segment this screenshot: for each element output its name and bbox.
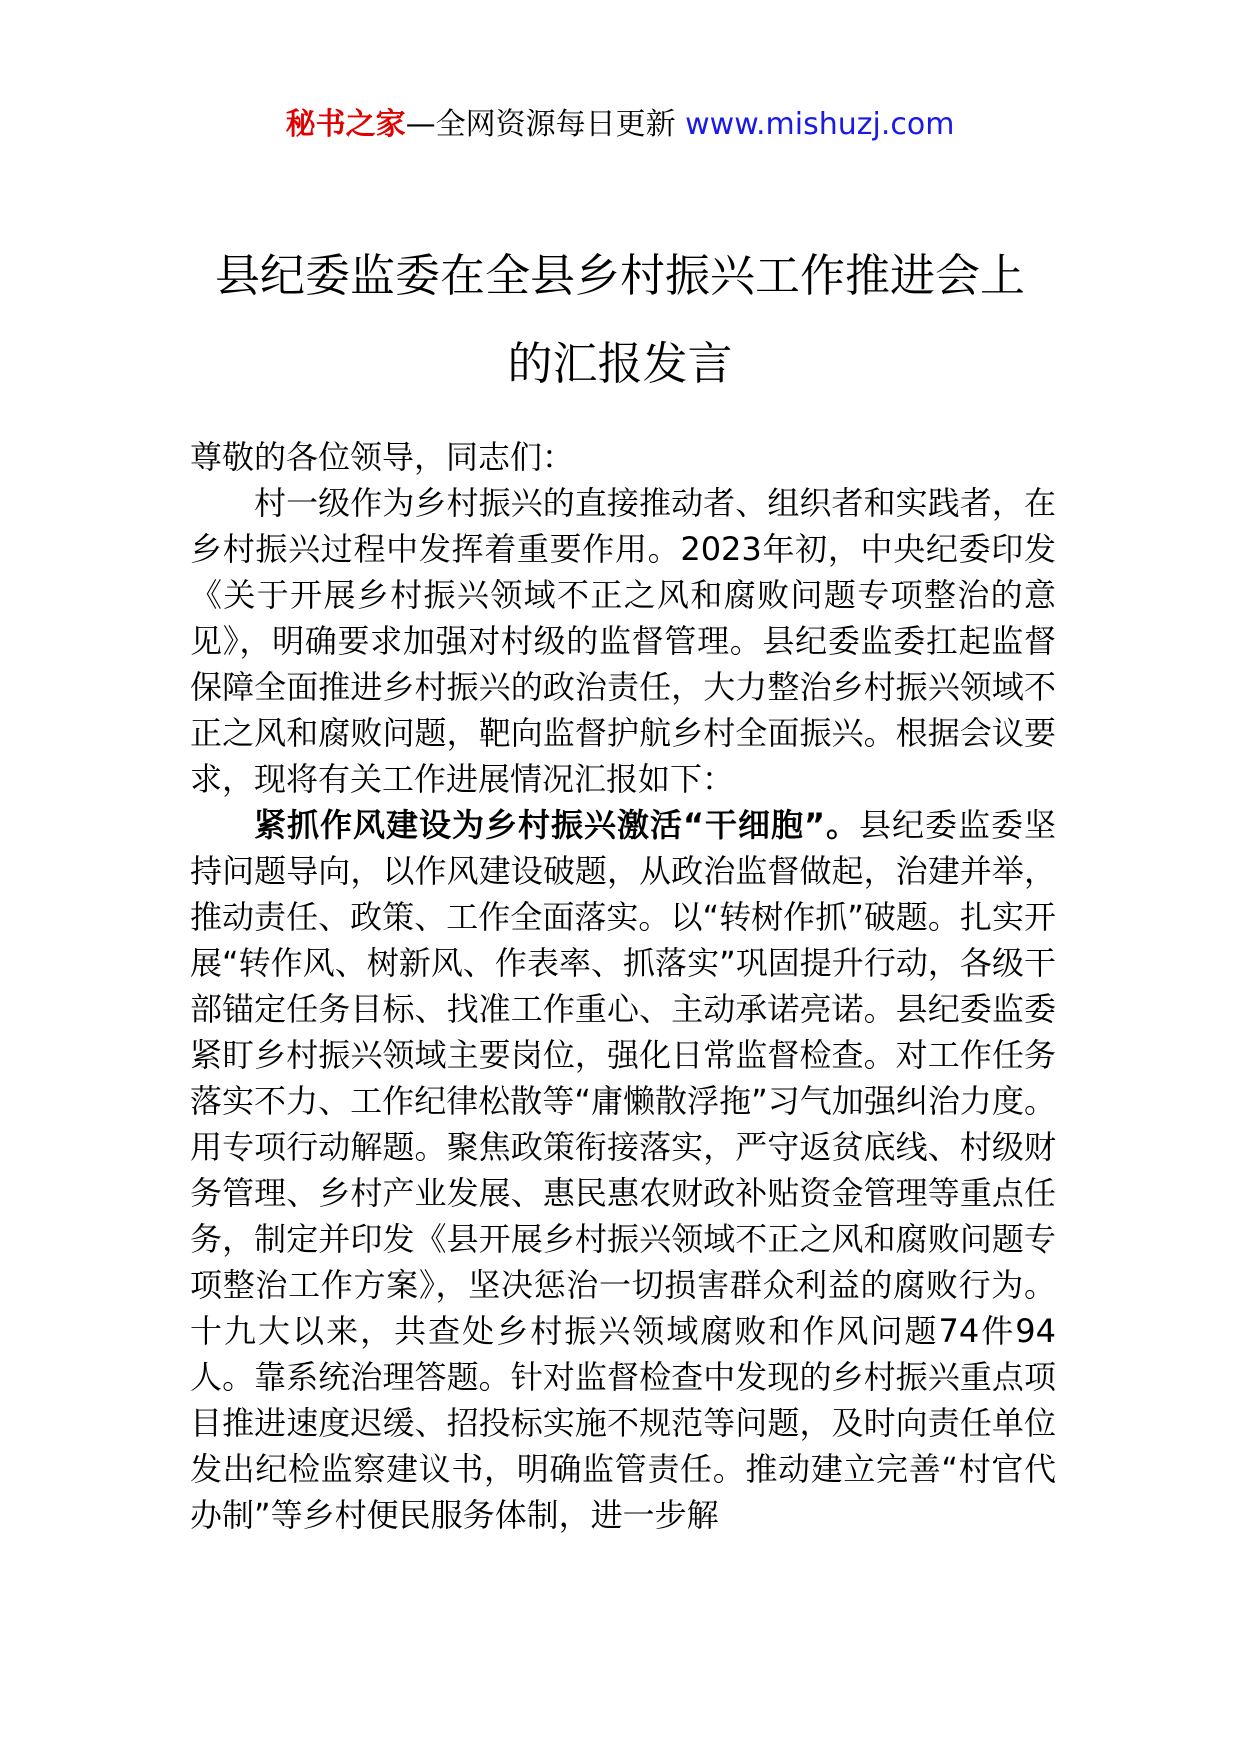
salutation: 尊敬的各位领导，同志们： bbox=[190, 438, 575, 476]
site-url-link[interactable]: www.mishuzj.com bbox=[685, 107, 955, 142]
title-line-1: 县纪委监委在全县乡村振兴工作推进会上 bbox=[214, 249, 1025, 302]
title-line-2: 的汇报发言 bbox=[507, 337, 733, 390]
intro-paragraph: 村一级作为乡村振兴的直接推动者、组织者和实践者，在乡村振兴过程中发挥着重要作用。2023年初，中央纪委印发《关于开展乡村振兴领域不正之风和腐败问题专项整治的意见》，明确要求加强对村级的监督管理。县纪委监委扛起监督保障全面推进乡村振兴的政治责任，大力整治乡村振兴领域不正之风和腐败问题，靶向监督护航乡村全面振兴。根据会议要求，现将有关工作进展情况汇报如下： bbox=[190, 484, 1056, 798]
site-brand: 秘书之家 bbox=[285, 107, 406, 142]
document-title bbox=[150, 232, 1090, 408]
section-1-body: 县纪委监委坚持问题导向，以作风建设破题，从政治监督做起，治建并举，推动责任、政策、工作全面落实。以“转树作抓”破题。扎实开展“转作风、树新风、作表率、抓落实”巩固提升行动，各级干部锚定任务目标、找准工作重心、主动承诺亮诺。县纪委监委紧盯乡村振兴领域主要岗位，强化日常监督检查。对工作任务落实不力、工作纪律松散等“庸懒散浮拖”习气加强纠治力度。用专项行动解题。聚焦政策衔接落实，严守返贫底线、村级财务管理、乡村产业发展、惠民惠农财政补贴资金管理等重点任务，制定并印发《县开展乡村振兴领域不正之风和腐败问题专项整治工作方案》，坚决惩治一切损害群众利益的腐败行为。十九大以来，共查处乡村振兴领域腐败和作风问题74件94人。靠系统治理答题。针对监督检查中发现的乡村振兴重点项目推进速度迟缓、招投标实施不规范等问题，及时向责任单位发出纪检监察建议书，明确监管责任。推动建立完善“村官代办制”等乡村便民服务体制，进一步解 bbox=[190, 806, 1056, 1534]
site-tagline: —全网资源每日更新 bbox=[405, 107, 686, 142]
site-header bbox=[0, 100, 1240, 150]
section-1-heading: 紧抓作风建设为乡村振兴激活“干细胞”。 bbox=[254, 806, 859, 844]
section-1-paragraph bbox=[190, 802, 1056, 1538]
document-body bbox=[190, 434, 1056, 1538]
